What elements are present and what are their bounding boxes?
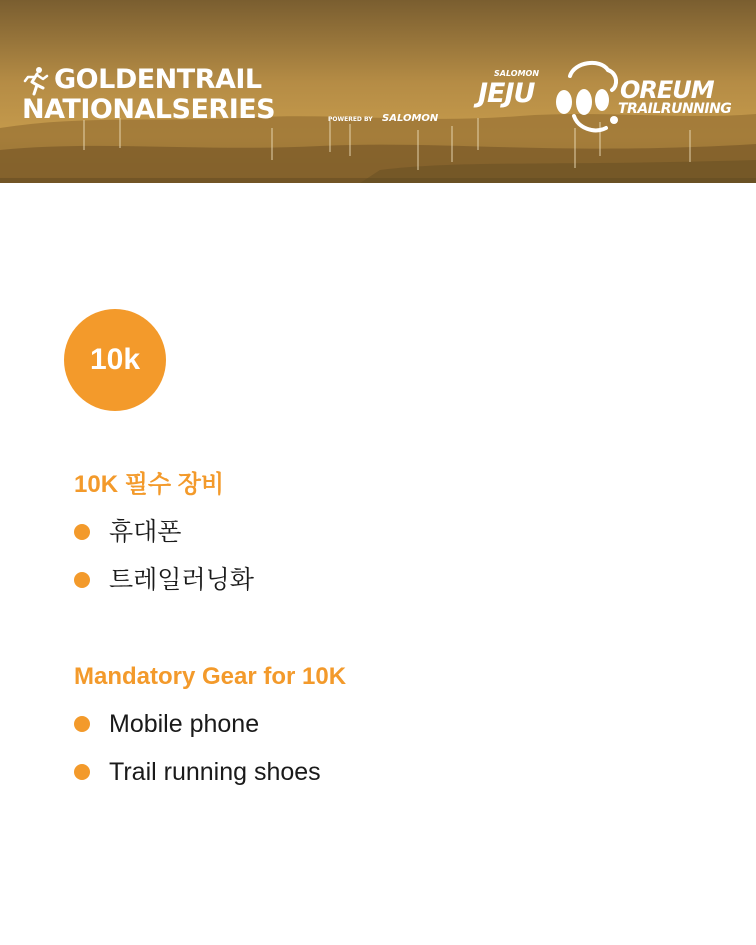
list-item (74, 556, 254, 604)
event-banner (0, 0, 756, 183)
bullet-dot (74, 524, 90, 540)
event-logo-jeju: JEJU (478, 78, 535, 109)
powered-by-text: POWERED BY (328, 116, 373, 123)
golden-trail-series-logo (20, 64, 450, 134)
series-logo-line1: GOLDENTRAIL (54, 64, 262, 95)
bullet-dot (74, 572, 90, 588)
distance-badge (64, 309, 166, 411)
korean-gear-title: 10K 필수 장비 (74, 471, 225, 498)
jeju-oreum-logo (478, 52, 743, 136)
bullet-dot (74, 716, 90, 732)
gear-item-label: Trail running shoes (109, 758, 321, 786)
korean-gear-list (74, 508, 254, 604)
series-logo-line2: NATIONALSERIES (22, 94, 276, 125)
english-gear-title: Mandatory Gear for 10K (74, 663, 347, 690)
english-gear-list (74, 700, 321, 796)
bullet-dot (74, 764, 90, 780)
list-item (74, 748, 321, 796)
list-item (74, 508, 254, 556)
event-logo-oreum: OREUM (620, 76, 714, 104)
powered-by-sponsor: SALOMON (382, 113, 439, 124)
event-logo-trailrunning: TRAILRUNNING (618, 101, 732, 117)
gear-item-label: Mobile phone (109, 710, 260, 738)
gear-item-label: 휴대폰 (109, 518, 182, 546)
runner-icon (20, 66, 50, 96)
list-item (74, 700, 321, 748)
distance-badge-label: 10k (89, 343, 141, 376)
oreum-footprint-icon (548, 54, 628, 136)
event-logo-sponsor: SALOMON (494, 69, 540, 78)
gear-item-label: 트레일러닝화 (109, 566, 254, 594)
